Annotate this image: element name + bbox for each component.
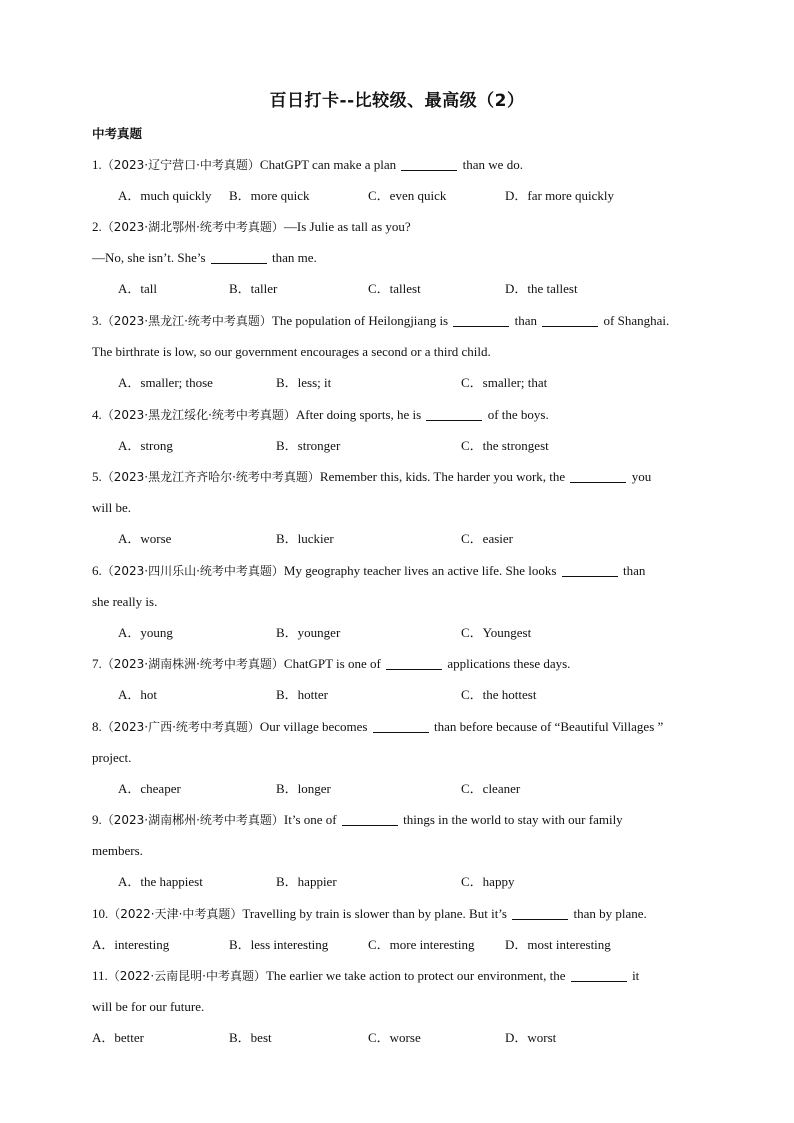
answer-blank	[426, 406, 482, 421]
option-c: C．easier	[461, 531, 513, 546]
options-row	[92, 430, 706, 461]
question-text: Travelling by train is slower than by plane. But it’s	[242, 906, 507, 921]
question-2	[92, 211, 706, 304]
question-text: Our village becomes	[259, 719, 368, 734]
question-text: than me.	[272, 250, 317, 265]
question-text: After doing sports, he is	[295, 407, 422, 422]
question-text: ChatGPT is one of	[283, 656, 381, 671]
question-source: （2023·湖南株洲·统考中考真题）	[101, 657, 284, 671]
question-source: （2023·四川乐山·统考中考真题）	[101, 564, 284, 578]
option-c: C．cleaner	[461, 781, 521, 796]
section-heading: 中考真题	[92, 126, 143, 141]
question-text: The population of Heilongjiang is	[271, 313, 449, 328]
question-text: ChatGPT can make a plan	[259, 157, 397, 172]
question-text: The birthrate is low, so our government encourages a second or a third child.	[92, 344, 491, 359]
question-number: 11.	[92, 968, 108, 983]
question-text: it	[632, 968, 640, 983]
question-5	[92, 461, 706, 554]
question-number: 1.	[92, 157, 102, 172]
options-row	[92, 679, 706, 710]
question-text: you	[631, 469, 652, 484]
answer-blank	[453, 312, 509, 327]
question-number: 10.	[92, 906, 109, 921]
answer-blank	[386, 655, 442, 670]
question-text: It’s one of	[283, 812, 337, 827]
question-text: The earlier we take action to protect our environment, the	[265, 968, 566, 983]
option-b: B．hotter	[276, 687, 328, 702]
options-row	[92, 1022, 706, 1053]
option-b: B．taller	[229, 281, 278, 296]
question-text: —Is Julie as tall as you?	[283, 219, 411, 234]
question-text: applications these days.	[447, 656, 571, 671]
question-text: of Shanghai.	[603, 313, 670, 328]
question-text: will be for our future.	[92, 999, 205, 1014]
option-b: B．best	[229, 1030, 272, 1045]
option-c: C．smaller; that	[461, 375, 548, 390]
option-c: C．the strongest	[461, 438, 549, 453]
option-c: C．Youngest	[461, 625, 532, 640]
question-source: （2022·云南昆明·中考真题）	[107, 969, 266, 983]
answer-blank	[542, 312, 598, 327]
question-text: than before because of “Beautiful Villages ”	[434, 719, 664, 734]
option-a: A．much quickly	[118, 188, 212, 203]
option-b: B．stronger	[276, 438, 341, 453]
option-c: C．even quick	[368, 188, 447, 203]
answer-blank	[401, 156, 457, 171]
question-text: —No, she isn’t. She’s	[92, 250, 206, 265]
question-source: （2023·广西·统考中考真题）	[101, 720, 260, 734]
options-row	[92, 523, 706, 554]
option-a: A．worse	[118, 531, 172, 546]
option-c: C．happy	[461, 874, 515, 889]
option-b: B．longer	[276, 781, 331, 796]
option-c: C．the hottest	[461, 687, 537, 702]
question-11	[92, 960, 706, 1053]
option-c: C．tallest	[368, 281, 421, 296]
question-10	[92, 898, 706, 960]
option-b: B．happier	[276, 874, 337, 889]
question-text: My geography teacher lives an active life. She looks	[283, 563, 557, 578]
question-number: 6.	[92, 563, 102, 578]
option-a: A．smaller; those	[118, 375, 213, 390]
question-text: than	[622, 563, 646, 578]
question-text: she really is.	[92, 594, 158, 609]
option-a: A．hot	[118, 687, 158, 702]
question-source: （2023·辽宁营口·中考真题）	[101, 158, 260, 172]
question-number: 2.	[92, 219, 102, 234]
option-a: A．the happiest	[118, 874, 203, 889]
option-a: A．better	[92, 1030, 144, 1045]
answer-blank	[571, 967, 627, 982]
question-text: members.	[92, 843, 143, 858]
question-number: 8.	[92, 719, 102, 734]
question-1	[92, 149, 706, 211]
option-a: A．cheaper	[118, 781, 181, 796]
option-b: B．younger	[276, 625, 341, 640]
answer-blank	[562, 562, 618, 577]
question-text: than	[514, 313, 538, 328]
answer-blank	[373, 718, 429, 733]
question-text: things in the world to stay with our family	[403, 812, 623, 827]
question-source: （2023·黑龙江·统考中考真题）	[101, 314, 272, 328]
question-source: （2022·天津·中考真题）	[108, 907, 243, 921]
answer-blank	[570, 468, 626, 483]
option-b: B．less interesting	[229, 937, 329, 952]
question-text: than we do.	[462, 157, 523, 172]
options-row	[92, 617, 706, 648]
question-number: 9.	[92, 812, 102, 827]
question-text: of the boys.	[487, 407, 549, 422]
question-source: （2023·湖南郴州·统考中考真题）	[101, 813, 284, 827]
page-title: 百日打卡--比较级、最高级（2）	[269, 91, 525, 111]
question-text: will be.	[92, 500, 131, 515]
question-source: （2023·湖北鄂州·统考中考真题）	[101, 220, 284, 234]
option-a: A．tall	[118, 281, 157, 296]
question-text: project.	[92, 750, 132, 765]
option-c: C．more interesting	[368, 937, 475, 952]
options-row	[92, 866, 706, 897]
answer-blank	[512, 905, 568, 920]
option-d: D．far more quickly	[505, 188, 615, 203]
option-d: D．most interesting	[505, 937, 611, 952]
option-b: B．more quick	[229, 188, 310, 203]
question-3	[92, 305, 706, 398]
options-row	[92, 273, 706, 304]
option-a: A．young	[118, 625, 173, 640]
answer-blank	[211, 249, 267, 264]
options-row	[92, 367, 706, 398]
question-number: 4.	[92, 407, 102, 422]
answer-blank	[342, 811, 398, 826]
option-a: A．strong	[118, 438, 173, 453]
option-d: D．worst	[505, 1030, 557, 1045]
options-row	[92, 773, 706, 804]
question-text: than by plane.	[573, 906, 647, 921]
option-d: D．the tallest	[505, 281, 578, 296]
question-source: （2023·黑龙江绥化·统考中考真题）	[101, 408, 296, 422]
options-row	[92, 180, 706, 211]
question-7	[92, 648, 706, 710]
option-a: A．interesting	[92, 937, 170, 952]
options-row	[92, 929, 706, 960]
question-number: 5.	[92, 469, 102, 484]
option-b: B．less; it	[276, 375, 332, 390]
question-9	[92, 804, 706, 897]
question-number: 7.	[92, 656, 102, 671]
question-6	[92, 555, 706, 648]
question-source: （2023·黑龙江齐齐哈尔·统考中考真题）	[101, 470, 320, 484]
question-number: 3.	[92, 313, 102, 328]
question-4	[92, 399, 706, 461]
option-b: B．luckier	[276, 531, 334, 546]
question-text: Remember this, kids. The harder you work, the	[319, 469, 566, 484]
question-8	[92, 711, 706, 804]
option-c: C．worse	[368, 1030, 421, 1045]
